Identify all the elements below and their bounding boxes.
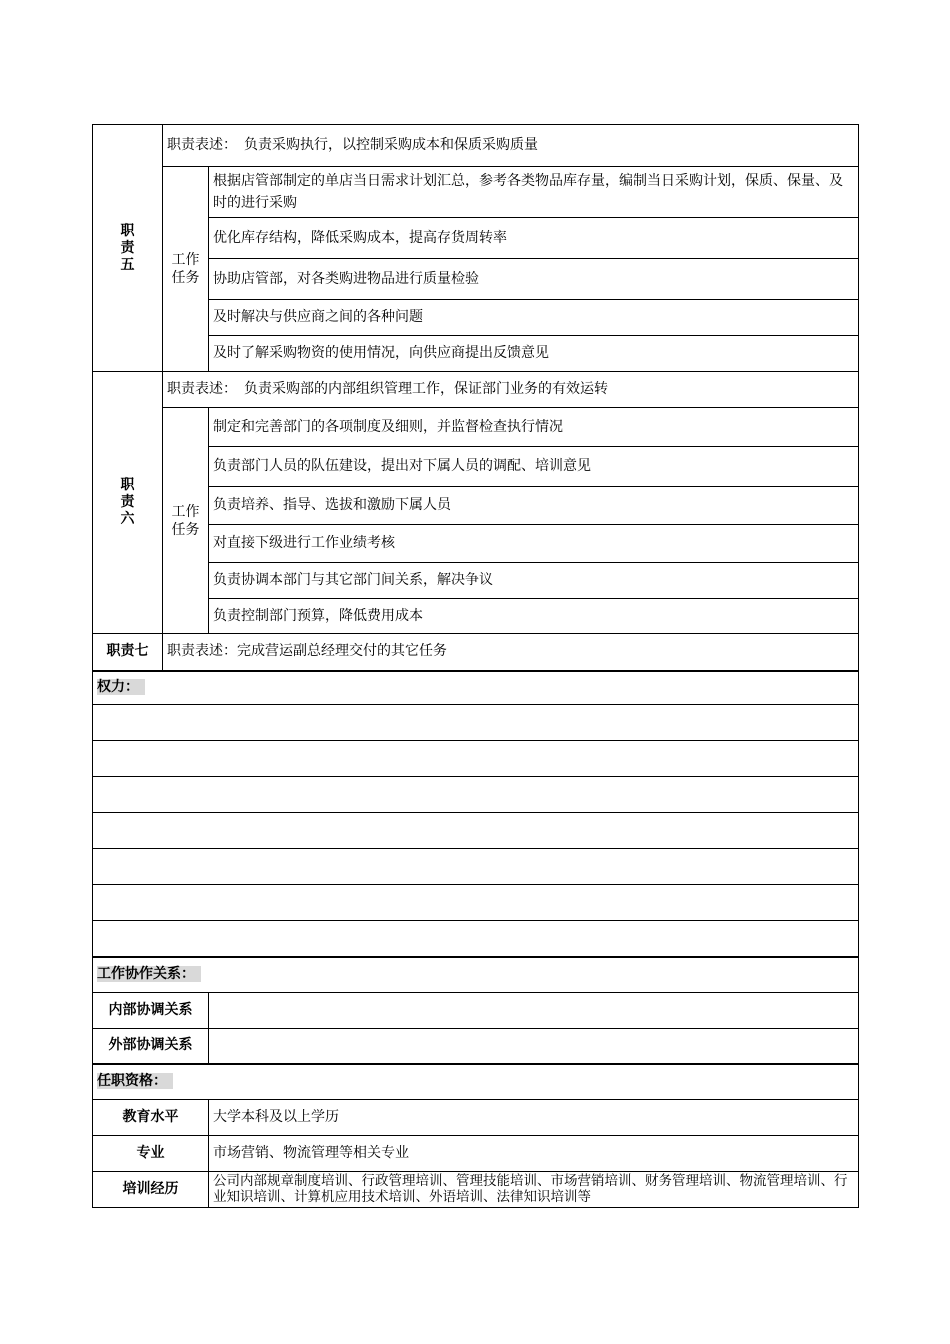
major-row <box>93 1135 859 1171</box>
table-row <box>93 408 859 447</box>
duty5-description: 职责表述： 负责采购执行，以控制采购成本和保质采购质量 <box>163 125 859 167</box>
external-relation-label: 外部协调关系 <box>93 1028 209 1064</box>
qualification-title: 任职资格： <box>93 1064 859 1099</box>
duty5-task-4: 及时解决与供应商之间的各种问题 <box>209 300 859 336</box>
duty6-task-3: 负责培养、指导、选拔和激励下属人员 <box>209 487 859 525</box>
education-label: 教育水平 <box>93 1099 209 1135</box>
authority-blank-cell <box>93 885 859 921</box>
training-row <box>93 1171 859 1207</box>
duty5-label: 职责五 <box>93 125 163 372</box>
duty7-description: 职责表述：完成营运副总经理交付的其它任务 <box>163 634 859 671</box>
authority-header-row <box>93 671 859 705</box>
training-label: 培训经历 <box>93 1171 209 1207</box>
duty5-task-5: 及时了解采购物资的使用情况，向供应商提出反馈意见 <box>209 336 859 372</box>
duty5-description-row <box>93 125 859 167</box>
education-value: 大学本科及以上学历 <box>209 1099 859 1135</box>
duty6-task-5: 负责协调本部门与其它部门间关系，解决争议 <box>209 563 859 599</box>
internal-relation-label: 内部协调关系 <box>93 992 209 1028</box>
duty6-description-row <box>93 372 859 408</box>
duty6-task-2: 负责部门人员的队伍建设，提出对下属人员的调配、培训意见 <box>209 447 859 487</box>
duty5-task-2: 优化库存结构，降低采购成本，提高存货周转率 <box>209 218 859 259</box>
duty6-label: 职责六 <box>93 372 163 634</box>
duty7-row <box>93 634 859 671</box>
table-row <box>93 167 859 218</box>
training-value: 公司内部规章制度培训、行政管理培训、管理技能培训、市场营销培训、财务管理培训、物流管理培训、行业知识培训、计算机应用技术培训、外语培训、法律知识培训等 <box>209 1171 859 1207</box>
external-relation-value <box>209 1028 859 1064</box>
authority-empty-row <box>93 777 859 813</box>
external-relation-row <box>93 1028 859 1064</box>
authority-empty-row <box>93 741 859 777</box>
authority-blank-cell <box>93 813 859 849</box>
authority-empty-row <box>93 849 859 885</box>
authority-empty-row <box>93 813 859 849</box>
major-value: 市场营销、物流管理等相关专业 <box>209 1135 859 1171</box>
duty5-task-3: 协助店管部，对各类购进物品进行质量检验 <box>209 259 859 300</box>
authority-blank-cell <box>93 777 859 813</box>
authority-empty-row <box>93 885 859 921</box>
duty6-task-label: 工作任务 <box>163 408 209 634</box>
authority-blank-cell <box>93 921 859 958</box>
collaboration-title: 工作协作关系： <box>93 957 859 992</box>
internal-relation-value <box>209 992 859 1028</box>
authority-title: 权力： <box>93 671 859 705</box>
major-label: 专业 <box>93 1135 209 1171</box>
qualification-header-row <box>93 1064 859 1099</box>
duty5-task-1: 根据店管部制定的单店当日需求计划汇总，参考各类物品库存量，编制当日采购计划，保质、保量、及时的进行采购 <box>209 167 859 218</box>
collaboration-header-row <box>93 957 859 992</box>
authority-empty-row <box>93 705 859 741</box>
duties-table <box>92 124 859 1208</box>
duty5-task-label: 工作任务 <box>163 167 209 372</box>
duty6-task-4: 对直接下级进行工作业绩考核 <box>209 525 859 563</box>
internal-relation-row <box>93 992 859 1028</box>
job-description-sheet <box>92 124 858 1208</box>
authority-empty-row <box>93 921 859 958</box>
duty6-description: 职责表述： 负责采购部的内部组织管理工作，保证部门业务的有效运转 <box>163 372 859 408</box>
duty6-task-6: 负责控制部门预算，降低费用成本 <box>209 599 859 634</box>
authority-blank-cell <box>93 849 859 885</box>
authority-blank-cell <box>93 741 859 777</box>
education-row <box>93 1099 859 1135</box>
duty6-task-1: 制定和完善部门的各项制度及细则，并监督检查执行情况 <box>209 408 859 447</box>
authority-blank-cell <box>93 705 859 741</box>
duty7-label: 职责七 <box>93 634 163 671</box>
